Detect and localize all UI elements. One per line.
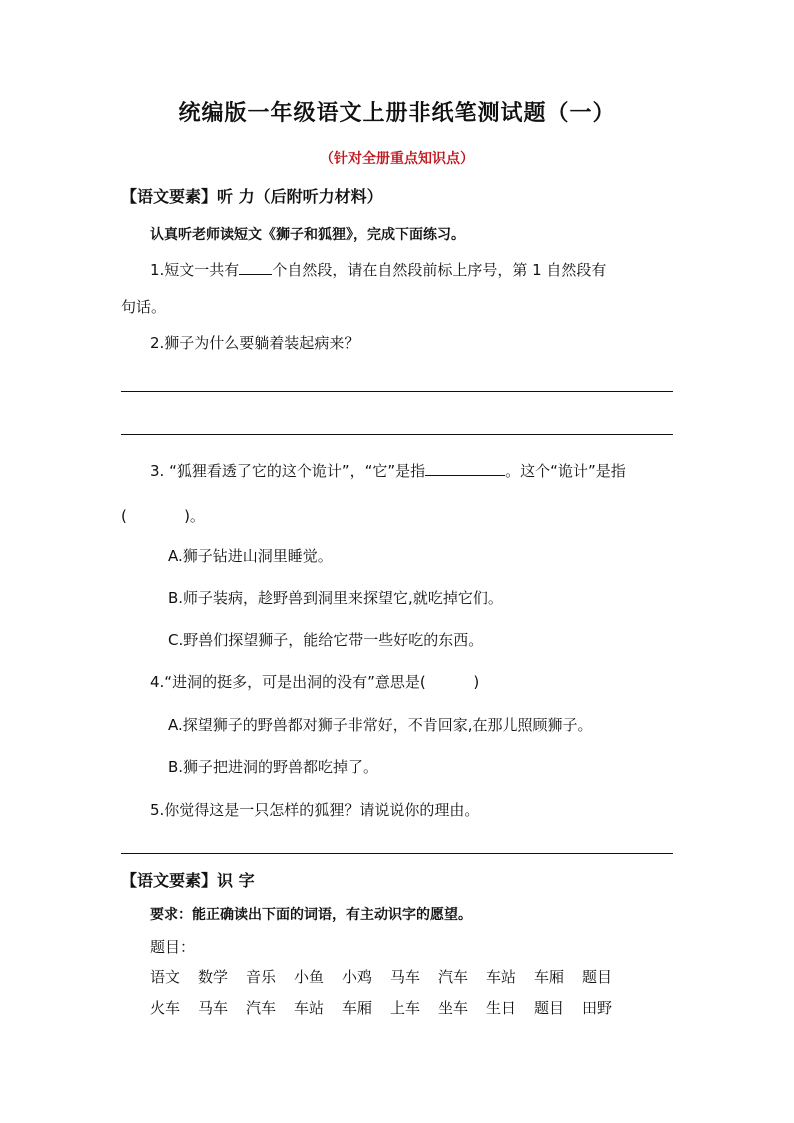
word-item: 车站 bbox=[486, 968, 517, 986]
word-item: 生日 bbox=[486, 999, 517, 1017]
question-2: 2.狮子为什么要躺着装起病来？ bbox=[150, 334, 360, 352]
section-literacy-heading: 【语文要素】识 字 bbox=[121, 871, 255, 890]
word-item: 汽车 bbox=[438, 968, 469, 986]
question-1-continuation: 句话。 bbox=[121, 298, 167, 316]
word-item: 坐车 bbox=[438, 999, 469, 1017]
literacy-requirement: 要求：能正确读出下面的词语，有主动识字的愿望。 bbox=[150, 907, 472, 923]
word-item: 小鱼 bbox=[294, 968, 325, 986]
word-item: 火车 bbox=[150, 999, 181, 1017]
word-item: 语文 bbox=[150, 968, 181, 986]
word-item: 马车 bbox=[390, 968, 421, 986]
section-divider bbox=[121, 853, 673, 854]
word-item: 小鸡 bbox=[342, 968, 373, 986]
word-item: 马车 bbox=[198, 999, 229, 1017]
question-1-part1: 1.短文一共有 bbox=[150, 261, 240, 279]
word-item: 题目 bbox=[534, 999, 565, 1017]
page-title: 统编版一年级语文上册非纸笔测试题（一） bbox=[178, 100, 616, 126]
word-row-2 bbox=[150, 997, 630, 1018]
question-1-part2: 个自然段，请在自然段前标上序号，第 1 自然段有 bbox=[272, 261, 607, 279]
literacy-label: 题目： bbox=[150, 938, 196, 956]
question-3 bbox=[150, 460, 626, 481]
question-3-option-b: B.师子装病，趁野兽到洞里来探望它,就吃掉它们。 bbox=[168, 589, 503, 607]
question-3-option-a: A.狮子钻进山洞里睡觉。 bbox=[168, 547, 333, 565]
word-item: 车站 bbox=[294, 999, 325, 1017]
question-3-part2: 。这个“诡计”是指 bbox=[505, 462, 626, 480]
word-row-1 bbox=[150, 966, 630, 987]
question-1 bbox=[150, 259, 606, 280]
question-3-part1: 3. “狐狸看透了它的这个诡计”，“它”是指 bbox=[150, 462, 426, 480]
section-listening-heading: 【语文要素】听 力（后附听力材料） bbox=[121, 187, 383, 206]
word-item: 音乐 bbox=[246, 968, 277, 986]
word-item: 车厢 bbox=[342, 999, 373, 1017]
answer-blank-1[interactable] bbox=[239, 260, 272, 275]
question-4-option-a: A.探望狮子的野兽都对狮子非常好，不肯回家,在那儿照顾狮子。 bbox=[168, 716, 593, 734]
word-item: 车厢 bbox=[534, 968, 565, 986]
question-3-option-c: C.野兽们探望狮子，能给它带一些好吃的东西。 bbox=[168, 631, 484, 649]
answer-line-1[interactable] bbox=[121, 391, 673, 392]
word-item: 上车 bbox=[390, 999, 421, 1017]
answer-blank-3[interactable] bbox=[425, 461, 505, 476]
question-4: 4.“进洞的挺多，可是出洞的没有”意思是( ) bbox=[150, 673, 480, 691]
word-item: 田野 bbox=[582, 999, 613, 1017]
listening-instruction: 认真听老师读短文《狮子和狐狸》，完成下面练习。 bbox=[150, 227, 465, 243]
question-5: 5.你觉得这是一只怎样的狐狸？请说说你的理由。 bbox=[150, 801, 480, 819]
question-4-option-b: B.狮子把进洞的野兽都吃掉了。 bbox=[168, 758, 379, 776]
page-subtitle: （针对全册重点知识点） bbox=[320, 151, 474, 167]
word-item: 汽车 bbox=[246, 999, 277, 1017]
word-item: 题目 bbox=[582, 968, 613, 986]
word-item: 数学 bbox=[198, 968, 229, 986]
answer-line-2[interactable] bbox=[121, 434, 673, 435]
question-3-paren: ( )。 bbox=[121, 507, 205, 525]
